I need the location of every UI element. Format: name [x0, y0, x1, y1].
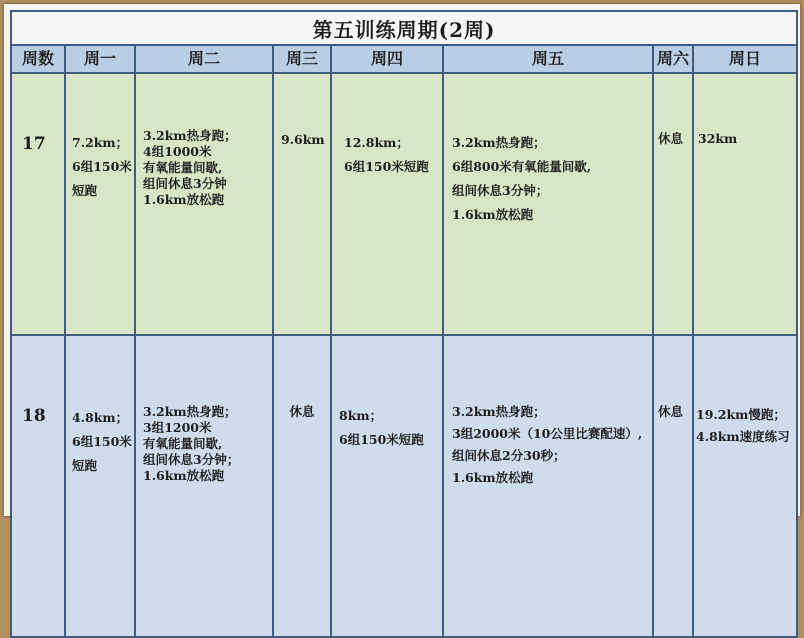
workout-line: 短跑 [72, 183, 98, 198]
friday-cell [443, 335, 653, 637]
workout-line: 短跑 [72, 458, 98, 473]
week-number: 17 [11, 73, 65, 335]
monday-cell [65, 73, 135, 335]
header-thursday: 周四 [331, 45, 443, 73]
workout-line: 3.2km热身跑； [143, 404, 237, 419]
workout-line: 7.2km； [72, 135, 129, 150]
workout-line: 32km [698, 131, 738, 146]
wednesday-cell [273, 73, 331, 335]
workout-line: 6组800米有氧能量间歇, [452, 159, 592, 174]
table-frame [4, 4, 800, 516]
header-monday: 周一 [65, 45, 135, 73]
workout-line: 6组150米 [72, 159, 132, 174]
header-saturday: 周六 [653, 45, 693, 73]
thursday-cell [331, 335, 443, 637]
wednesday-cell [273, 335, 331, 637]
sunday-cell [693, 335, 797, 637]
header-tuesday: 周二 [135, 45, 273, 73]
header-wednesday: 周三 [273, 45, 331, 73]
saturday-cell [653, 73, 693, 335]
workout-line: 1.6km放松跑 [143, 468, 225, 483]
workout-line: 有氧能量间歇, [143, 160, 223, 175]
thursday-cell [331, 73, 443, 335]
workout-line: 组间休息3分钟 [143, 176, 227, 191]
week-number: 18 [11, 335, 65, 637]
workout-line: 3组1200米 [143, 420, 212, 435]
saturday-cell [653, 335, 693, 637]
tuesday-cell [135, 335, 273, 637]
workout-line: 3.2km热身跑； [452, 135, 546, 150]
sunday-cell [693, 73, 797, 335]
friday-cell [443, 73, 653, 335]
workout-line: 6组150米短跑 [344, 159, 429, 174]
header-sunday: 周日 [693, 45, 797, 73]
workout-line: 6组150米短跑 [339, 432, 424, 447]
tuesday-cell [135, 73, 273, 335]
workout-line: 组间休息2分30秒； [452, 448, 566, 463]
workout-line: 1.6km放松跑 [452, 207, 534, 222]
workout-line: 休息 [658, 404, 684, 419]
workout-line: 12.8km； [344, 135, 409, 150]
workout-line: 1.6km放松跑 [143, 192, 225, 207]
workout-line: 4组1000米 [143, 144, 212, 159]
workout-line: 3.2km热身跑； [452, 404, 546, 419]
header-week: 周数 [11, 45, 65, 73]
table-title: 第五训练周期(2周) [11, 11, 797, 45]
workout-line: 休息 [289, 404, 315, 419]
table-row [11, 335, 797, 637]
workout-line: 3.2km热身跑； [143, 128, 237, 143]
workout-line: 8km； [339, 408, 383, 423]
workout-line: 组间休息3分钟； [143, 452, 240, 467]
workout-line: 有氧能量间歇, [143, 436, 223, 451]
workout-line: 组间休息3分钟； [452, 183, 549, 198]
workout-line: 9.6km [281, 132, 325, 147]
workout-line: 3组2000米（10公里比赛配速）, [452, 426, 643, 441]
monday-cell [65, 335, 135, 637]
training-plan-table [10, 10, 798, 638]
table-row [11, 73, 797, 335]
workout-line: 4.8km； [72, 410, 129, 425]
header-row [11, 45, 797, 73]
workout-line: 19.2km慢跑； [696, 407, 786, 422]
workout-line: 6组150米 [72, 434, 132, 449]
workout-line: 休息 [658, 131, 684, 146]
header-friday: 周五 [443, 45, 653, 73]
workout-line: 4.8km速度练习 [696, 429, 790, 444]
workout-line: 1.6km放松跑 [452, 470, 534, 485]
